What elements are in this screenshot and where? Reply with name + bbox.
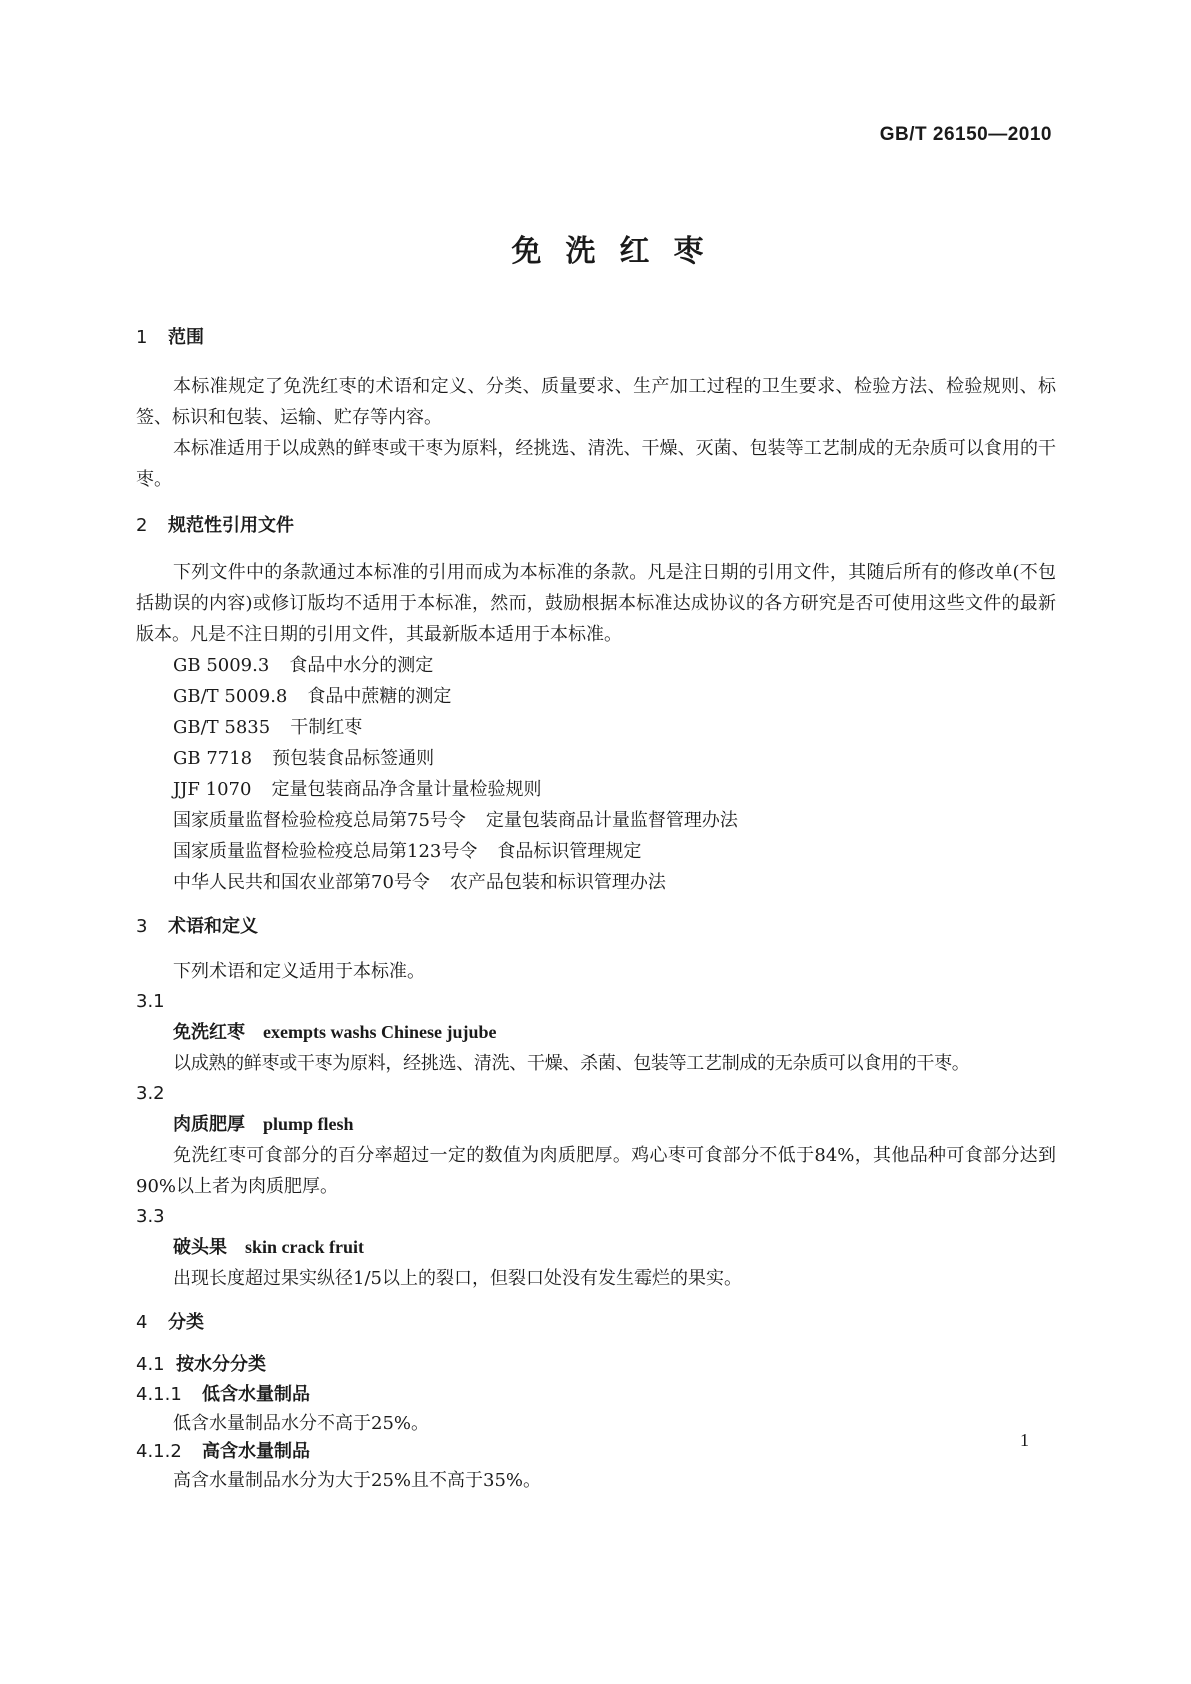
- reference-item: [136, 805, 1056, 836]
- reference-code: GB 5009.3: [173, 655, 270, 676]
- section-1-paragraph-1: 本标准规定了免洗红枣的术语和定义、分类、质量要求、生产加工过程的卫生要求、检验方法、检验规则、标签、标识和包装、运输、贮存等内容。: [136, 376, 1056, 428]
- reference-name: 食品中水分的测定: [289, 655, 434, 676]
- reference-code: GB 7718: [173, 748, 253, 769]
- reference-item: [136, 681, 1056, 712]
- term-heading: [136, 1017, 1056, 1048]
- subsection-title: 高含水量制品: [202, 1441, 310, 1462]
- term-en: plump flesh: [263, 1114, 354, 1134]
- section-2-paragraph-1: 下列文件中的条款通过本标准的引用而成为本标准的条款。凡是注日期的引用文件，其随后所有的修改单(不包括勘误的内容)或修订版均不适用于本标准，然而，鼓励根据本标准达成协议的各方研究是否可使用这些文件的最新版本。凡是不注日期的引用文件，其最新版本适用于本标准。: [136, 562, 1056, 645]
- term-en: skin crack fruit: [245, 1237, 364, 1257]
- section-title: 术语和定义: [168, 916, 258, 937]
- reference-name: 定量包装商品计量监督管理办法: [485, 810, 738, 831]
- reference-item: [136, 867, 1056, 898]
- section-3-heading: [136, 914, 1056, 940]
- reference-name: 农产品包装和标识管理办法: [449, 872, 666, 893]
- reference-item: [136, 743, 1056, 774]
- section-title: 规范性引用文件: [168, 515, 294, 536]
- term-definition: 以成熟的鲜枣或干枣为原料，经挑选、清洗、干燥、杀菌、包装等工艺制成的无杂质可以食用的干枣。: [173, 1053, 970, 1074]
- term-cn: 破头果: [173, 1237, 227, 1258]
- document-body: [136, 325, 1056, 1496]
- reference-name: 食品中蔗糖的测定: [307, 686, 452, 707]
- document-title: 免洗红枣: [511, 234, 728, 269]
- term-number: 3.1: [136, 991, 165, 1012]
- term-cn: 肉质肥厚: [173, 1114, 245, 1135]
- reference-item: [136, 836, 1056, 867]
- section-title: 范围: [168, 327, 204, 348]
- section-2-heading: [136, 513, 1056, 539]
- reference-name: 干制红枣: [290, 717, 363, 738]
- reference-name: 食品标识管理规定: [497, 841, 642, 862]
- reference-code: JJF 1070: [173, 779, 252, 800]
- subsection-title: 按水分分类: [176, 1354, 266, 1375]
- reference-code: 国家质量监督检验检疫总局第123号令: [173, 841, 478, 862]
- term-heading: [136, 1109, 1056, 1140]
- subsection-4-1-heading: [136, 1352, 1056, 1378]
- reference-item: [136, 650, 1056, 681]
- reference-name: 定量包装商品净含量计量检验规则: [271, 779, 542, 800]
- term-definition: 免洗红枣可食部分的百分率超过一定的数值为肉质肥厚。鸡心枣可食部分不低于84%，其他品种可食部分达到90%以上者为肉质肥厚。: [136, 1145, 1056, 1197]
- subsection-title: 低含水量制品: [202, 1384, 310, 1405]
- reference-code: GB/T 5009.8: [173, 686, 288, 707]
- section-1-heading: [136, 325, 1056, 351]
- section-title: 分类: [168, 1312, 204, 1333]
- subsection-4-1-1-heading: [136, 1382, 1056, 1408]
- section-1-paragraph-2: 本标准适用于以成熟的鲜枣或干枣为原料，经挑选、清洗、干燥、灭菌、包装等工艺制成的无杂质可以食用的干枣。: [136, 438, 1056, 490]
- page-number: 1: [1020, 1430, 1029, 1450]
- section-number: 4: [136, 1312, 148, 1333]
- term-number: 3.3: [136, 1206, 165, 1227]
- section-4-heading: [136, 1310, 1056, 1336]
- subsection-4-1-2-text: 高含水量制品水分为大于25%且不高于35%。: [173, 1470, 542, 1491]
- subsection-number: 4.1: [136, 1354, 165, 1375]
- term-definition: 出现长度超过果实纵径1/5以上的裂口，但裂口处没有发生霉烂的果实。: [173, 1268, 742, 1289]
- term-en: exempts washs Chinese jujube: [263, 1022, 497, 1042]
- subsection-number: 4.1.2: [136, 1441, 182, 1462]
- subsection-4-1-1-text: 低含水量制品水分不高于25%。: [173, 1413, 430, 1434]
- reference-item: [136, 774, 1056, 805]
- reference-code: 国家质量监督检验检疫总局第75号令: [173, 810, 466, 831]
- subsection-number: 4.1.1: [136, 1384, 182, 1405]
- term-number: 3.2: [136, 1083, 165, 1104]
- standard-code: GB/T 26150—2010: [879, 124, 1052, 145]
- reference-item: [136, 712, 1056, 743]
- term-cn: 免洗红枣: [173, 1022, 245, 1043]
- section-number: 3: [136, 916, 148, 937]
- reference-name: 预包装食品标签通则: [272, 748, 435, 769]
- term-heading: [136, 1232, 1056, 1263]
- section-3-intro: 下列术语和定义适用于本标准。: [173, 961, 425, 982]
- section-number: 2: [136, 515, 148, 536]
- reference-code: 中华人民共和国农业部第70号令: [173, 872, 430, 893]
- subsection-4-1-2-heading: [136, 1439, 1056, 1465]
- section-number: 1: [136, 327, 148, 348]
- reference-list: [136, 650, 1056, 898]
- reference-code: GB/T 5835: [173, 717, 271, 738]
